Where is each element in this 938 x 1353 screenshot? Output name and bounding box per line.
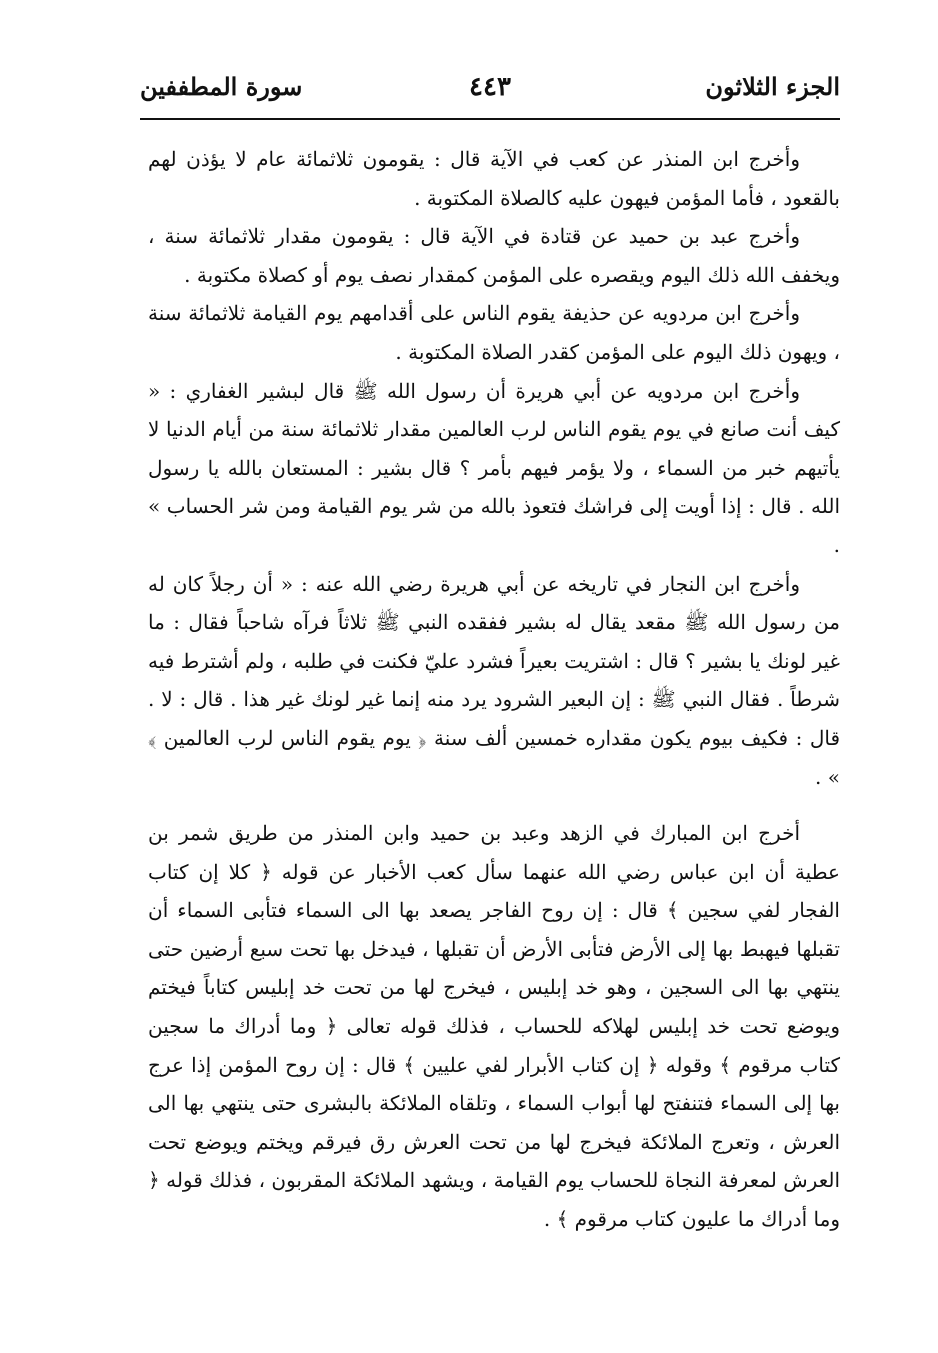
paragraph-kaab: وأخرج ابن المنذر عن كعب في الآية قال : يقومون ثلاثمائة عام لا يؤذن لهم بالقعود ، فأما المؤمن فيهون عليه كالصلاة المكتوبة . — [148, 147, 840, 210]
juz-title: الجزء الثلاثون — [705, 72, 840, 101]
header-rule — [140, 118, 840, 120]
paragraph-qatada: وأخرج عبد بن حميد عن قتادة في الآية قال : يقومون مقدار ثلاثمائة سنة ، ويخفف الله ذلك اليوم ويقصره على المؤمن كمقدار نصف يوم أو كصلاة مكتوبة . — [148, 224, 840, 287]
paragraph-ibn-mubarak: أخرج ابن المبارك في الزهد وعبد بن حميد وابن المنذر من طريق شمر بن عطية أن ابن عباس رضي الله عنهما سأل كعب الأخبار عن قوله ﴿ كلا إن كتاب الفجار لفي سجين ﴾ قال : إن روح الفاجر يصعد بها الى السماء فتأبى السماء أن تقبلها فيهبط بها إلى الأرض فتأبى الأرض أن تقبلها ، فيدخل بها تحت سبع أرضين حتى ينتهي بها الى السجين ، وهو خد إبليس ، فيخرج لها من تحت خد إبليس كتاباً فيختم ويوضع تحت خد إبليس لهلاكه للحساب ، فذلك قوله تعالى ﴿ وما أدراك ما سجين كتاب مرقوم ﴾ وقوله ﴿ إن كتاب الأبرار لفي عليين ﴾ قال : إن روح المؤمن إذا عرج بها إلى السماء فتنفتح لها أبواب السماء ، وتلقاه الملائكة بالبشرى حتى ينتهي بها الى العرش ، وتعرج الملائكة فيخرج لها من تحت العرش رق فيرقم ويختم ويوضع تحت العرش لمعرفة النجاة للحساب يوم القيامة ، ويشهد الملائكة المقربون ، فذلك قوله ﴿ وما أدراك ما عليون كتاب مرقوم ﴾ . — [148, 821, 840, 1232]
paragraph-ibn-najjar: وأخرج ابن النجار في تاريخه عن أبي هريرة رضي الله عنه : « أن رجلاً كان له من رسول الله ﷺ مقعد يقال له بشير ففقده النبي ﷺ ثلاثاً فرآه شاحباً فقال : ما غير لونك يا بشير ؟ قال : اشتريت بعيراً فشرد عليّ فكنت في طلبه ، ولم أشترط فيه شرطاً . فقال النبي ﷺ : إن البعير الشرود يرد منه إنما غير لونك غير هذا . قال : لا . قال : فكيف بيوم يكون مقداره خمسين ألف سنة ﴿ يوم يقوم الناس لرب العالمين ﴾ » . — [148, 571, 840, 789]
surah-title: سورة المطففين — [140, 72, 303, 101]
page-body — [148, 140, 840, 1239]
paragraph-hudhayfa: وأخرج ابن مردويه عن حذيفة يقوم الناس على أقدامهم يوم القيامة ثلاثمائة سنة ، ويهون ذلك اليوم على المؤمن كقدر الصلاة المكتوبة . — [148, 301, 840, 364]
paragraph-bashir-ghifari: وأخرج ابن مردويه عن أبي هريرة أن رسول الله ﷺ قال لبشير الغفاري : « كيف أنت صانع في يوم يقوم الناس لرب العالمين مقدار ثلاثمائة سنة من أيام الدنيا لا يأتيهم خبر من السماء ، ولا يؤمر فيهم بأمر ؟ قال بشير : المستعان بالله يا رسول الله . قال : إذا أويت إلى فراشك فتعوذ بالله من شر يوم القيامة ومن شر الحساب » . — [148, 378, 840, 557]
page-number: ٤٤٣ — [469, 72, 511, 102]
running-header — [140, 66, 840, 110]
